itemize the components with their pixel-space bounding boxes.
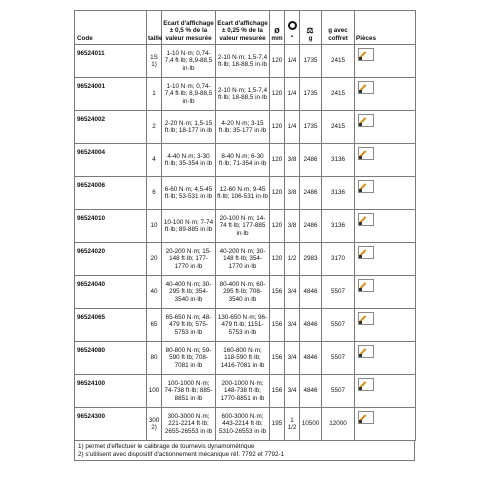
cell-weight: 2486 [300,210,322,243]
cell-code: 96524011 [75,45,147,78]
diameter-symbol: ø [274,25,280,36]
cell-ecart-025: 600-3000 N·m; 443-2214 ft·lb; 5310-26553 in·lb [216,408,270,441]
cell-weight-coffret: 5507 [322,309,355,342]
add-to-cart-icon[interactable] [358,81,374,94]
cell-taille: 40 [147,276,162,309]
cell-code: 96524065 [75,309,147,342]
cell-square-drive: 1 1/2 [285,408,300,441]
cell-pieces [355,45,416,78]
add-to-cart-icon[interactable] [358,180,374,193]
cell-square-drive: 1/4 [285,111,300,144]
add-to-cart-icon[interactable] [358,378,374,391]
cell-diameter: 156 [270,309,285,342]
table-row [75,243,416,276]
cell-diameter: 120 [270,210,285,243]
cell-weight: 10500 [300,408,322,441]
cell-weight: 4846 [300,309,322,342]
cell-taille: 10 [147,210,162,243]
table-header-row [75,11,416,45]
cell-pieces [355,177,416,210]
cell-weight-coffret: 12000 [322,408,355,441]
header-code: Code [75,11,147,45]
cell-diameter: 120 [270,144,285,177]
cell-ecart-025: 2-10 N·m; 1,5-7,4 ft·lb; 18-88,5 in·lb [216,45,270,78]
cell-ecart-025: 200-1000 N·m; 148-738 ft·lb; 1770-8851 in·lb [216,375,270,408]
cell-ecart-05: 40-400 N·m; 30-295 ft·lb; 354-3540 in·lb [162,276,216,309]
table-row [75,111,416,144]
cell-diameter: 156 [270,276,285,309]
add-to-cart-icon[interactable] [358,279,374,292]
cell-weight-coffret: 5507 [322,276,355,309]
weight-coffret-label: g avec coffret [328,27,348,42]
cell-pieces [355,243,416,276]
cell-taille: 1S 1) [147,45,162,78]
cell-pieces [355,276,416,309]
cell-code: 96524004 [75,144,147,177]
cell-ecart-05: 65-650 N·m; 48-479 ft·lb; 575-5753 in·lb [162,309,216,342]
cell-code: 96524002 [75,111,147,144]
cell-pieces [355,111,416,144]
cell-pieces [355,408,416,441]
table-row [75,45,416,78]
cell-diameter: 120 [270,78,285,111]
cell-diameter: 195 [270,408,285,441]
cell-code: 96524010 [75,210,147,243]
add-to-cart-icon[interactable] [358,48,374,61]
cell-weight: 1735 [300,45,322,78]
cell-ecart-05: 80-800 N·m; 59-590 ft·lb; 708-7081 in·lb [162,342,216,375]
cell-taille: 2 [147,111,162,144]
cell-weight-coffret: 3170 [322,243,355,276]
add-to-cart-icon[interactable] [358,246,374,259]
cell-weight: 4846 [300,276,322,309]
square-unit: " [290,34,294,42]
cell-square-drive: 3/8 [285,144,300,177]
cell-ecart-05: 10-100 N·m; 7-74 ft·lb; 89-885 in·lb [162,210,216,243]
table-row [75,210,416,243]
table-row [75,375,416,408]
cell-diameter: 156 [270,342,285,375]
scale-weight-icon: ⚖ [306,26,315,36]
cell-ecart-05: 4-40 N·m; 3-30 ft·lb; 35-354 in·lb [162,144,216,177]
cell-weight: 4846 [300,375,322,408]
cell-ecart-05: 300-3000 N·m; 221-2214 ft·lb; 2655-26553 in·lb [162,408,216,441]
header-pieces: Pièces [355,11,416,45]
cell-ecart-05: 20-200 N·m; 15-148 ft·lb; 177-1770 in·lb [162,243,216,276]
table-row [75,408,416,441]
cell-ecart-025: 40-200 N·m; 30-148 ft·lb; 354-1770 in·lb [216,243,270,276]
cell-ecart-025: 160-800 N·m; 118-590 ft·lb; 1416-7081 in·lb [216,342,270,375]
footnote-1: 1) permet d'effectuer le calibrage de tournevis dynamométrique [78,443,255,450]
header-weight-coffret [322,11,355,45]
cell-ecart-05: 1-10 N·m; 0,74-7,4 ft·lb; 8,9-88,5 in·lb [162,45,216,78]
cell-pieces [355,144,416,177]
cell-ecart-025: 20-100 N·m; 14-74 ft·lb; 177-885 in·lb [216,210,270,243]
torque-tester-table [74,10,416,441]
cell-taille: 80 [147,342,162,375]
cell-weight: 1735 [300,78,322,111]
cell-weight-coffret: 2415 [322,78,355,111]
add-to-cart-icon[interactable] [358,411,374,424]
cell-square-drive: 1/4 [285,45,300,78]
diameter-unit: mm [271,34,283,42]
cell-weight-coffret: 5507 [322,342,355,375]
add-to-cart-icon[interactable] [358,147,374,160]
cell-weight: 4846 [300,342,322,375]
cell-ecart-05: 1-10 N·m; 0,74-7,4 ft·lb; 8,9-88,5 in·lb [162,78,216,111]
cell-code: 96524001 [75,78,147,111]
cell-diameter: 120 [270,111,285,144]
weight-unit: g [308,34,313,42]
cell-pieces [355,342,416,375]
cell-square-drive: 3/8 [285,210,300,243]
add-to-cart-icon[interactable] [358,312,374,325]
cell-ecart-05: 6-60 N·m; 4,5-45 ft·lb; 53-531 in·lb [162,177,216,210]
header-diameter [270,11,285,45]
cell-taille: 6 [147,177,162,210]
cell-ecart-025: 130-650 N·m; 96-479 ft·lb; 1151-5753 in·lb [216,309,270,342]
cell-code: 96524080 [75,342,147,375]
cell-weight: 2486 [300,177,322,210]
cell-diameter: 120 [270,45,285,78]
table-row [75,177,416,210]
table-row [75,309,416,342]
table-row [75,78,416,111]
header-weight [300,11,322,45]
cell-weight-coffret: 3136 [322,210,355,243]
cell-code: 96524040 [75,276,147,309]
cell-taille: 20 [147,243,162,276]
cell-weight: 2983 [300,243,322,276]
cell-square-drive: 1/2 [285,243,300,276]
cell-weight-coffret: 2415 [322,45,355,78]
header-ecart-05: Ecart d'affichage ± 0,5 % de la valeur mesurée [162,11,216,45]
cell-ecart-025: 80-400 N·m; 60-295 ft·lb; 708-3540 in·lb [216,276,270,309]
cell-taille: 4 [147,144,162,177]
cell-weight: 2486 [300,144,322,177]
product-table-sheet [74,10,415,461]
cell-weight: 1735 [300,111,322,144]
cell-pieces [355,78,416,111]
add-to-cart-icon[interactable] [358,213,374,226]
header-taille: taille [147,11,162,45]
cell-code: 96524020 [75,243,147,276]
table-body [75,45,416,441]
cell-diameter: 120 [270,177,285,210]
cell-ecart-025: 2-10 N·m; 1,5-7,4 ft·lb; 18-88,5 in·lb [216,78,270,111]
cell-pieces [355,210,416,243]
cell-weight-coffret: 3136 [322,144,355,177]
cell-square-drive: 3/4 [285,276,300,309]
cell-ecart-025: 12-60 N·m; 9-45 ft·lb; 106-531 in·lb [216,177,270,210]
cell-taille: 1 [147,78,162,111]
header-ecart-025: Ecart d'affichage ± 0,25 % de la valeur mesurée [216,11,270,45]
cell-diameter: 120 [270,243,285,276]
footnotes [74,441,415,461]
table-row [75,276,416,309]
cell-diameter: 156 [270,375,285,408]
cell-square-drive: 3/4 [285,375,300,408]
cell-weight-coffret: 5507 [322,375,355,408]
cell-ecart-025: 8-40 N·m; 6-30 ft·lb; 71-354 in·lb [216,144,270,177]
cell-square-drive: 1/4 [285,78,300,111]
cell-code: 96524006 [75,177,147,210]
add-to-cart-icon[interactable] [358,345,374,358]
table-row [75,342,416,375]
cell-ecart-05: 2-20 N·m; 1,5-15 ft·lb; 18-177 in·lb [162,111,216,144]
cell-ecart-05: 100-1000 N·m; 74-738 ft·lb; 885-8851 in·lb [162,375,216,408]
cell-weight-coffret: 2415 [322,111,355,144]
footnote-2: 2) s'utilisent avec dispositif d'actionnement mécanique réf. 7792 et 7792-1 [78,450,285,458]
cell-pieces [355,375,416,408]
add-to-cart-icon[interactable] [358,114,374,127]
cell-pieces [355,309,416,342]
cell-square-drive: 3/4 [285,342,300,375]
cell-taille: 65 [147,309,162,342]
cell-code: 96524300 [75,408,147,441]
cell-square-drive: 3/8 [285,177,300,210]
header-square-drive [285,11,300,45]
cell-taille: 300 2) [147,408,162,441]
cell-square-drive: 3/4 [285,309,300,342]
cell-taille: 100 [147,375,162,408]
cell-code: 96524100 [75,375,147,408]
cell-ecart-025: 4-20 N·m; 3-15 ft·lb; 35-177 in·lb [216,111,270,144]
square-drive-icon [288,21,297,30]
cell-weight-coffret: 3136 [322,177,355,210]
table-row [75,144,416,177]
